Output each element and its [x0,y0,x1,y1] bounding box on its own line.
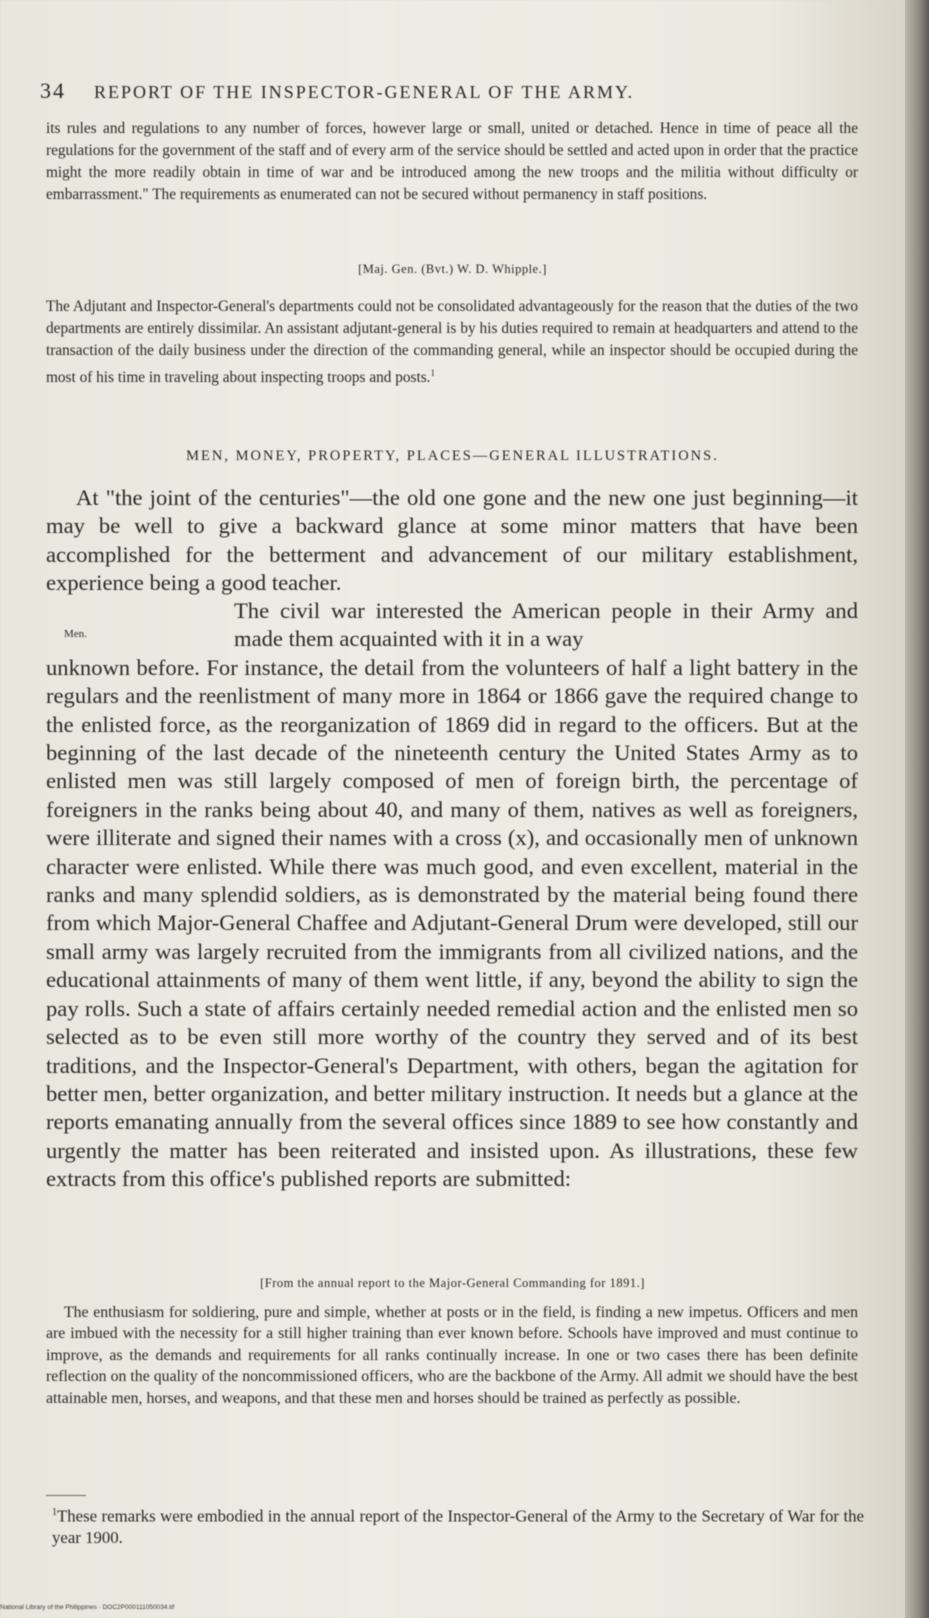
running-title: REPORT OF THE INSPECTOR-GENERAL OF THE ARMY. [94,82,635,102]
margin-note-men: Men. [64,628,87,640]
paragraph-men-lead: The civil war interested the American people in their Army and made them acquainted with it in a way [234,598,858,652]
footnote [52,1502,864,1548]
scan-credit: National Library of the Philippines · DOC2P000111050034.tif [0,1604,175,1611]
quoted-block-1: its rules and regulations to any number of forces, however large or small, united or detached. Hence in time of peace all the regulations for the government of the staff and of every arm of the service should be settled and acted upon in order that the practice might the more readily obtain in time of war and be introduced among the new troops and the militia without difficulty or embarrassment." The requirements as enumerated can not be secured without permanency in staff positions. [46,120,858,203]
footnote-text: These remarks were embodied in the annual report of the Inspector-General of the Army to the Secretary of War for the year 1900. [52,1506,864,1547]
quoted-block-2 [46,296,858,389]
quoted-block-2-text: The Adjutant and Inspector-General's departments could not be consolidated advantageously for the reason that the duties of the two departments are entirely dissimilar. An assistant adjutant-general is by his duties required to remain at headquarters and attend to the transaction of the daily business under the direction of the commanding general, while an inspector should be occupied during the most of his time in traveling about inspecting troops and posts. [46,298,858,387]
attribution-whipple: [Maj. Gen. (Bvt.) W. D. Whipple.] [358,262,547,276]
page-edge-shadow [905,0,929,1618]
paragraph-men [46,597,858,1194]
paragraph-men-body: unknown before. For instance, the detail from the volunteers of half a light battery in the regulars and the reenlistment of many more in 1864 or 1866 gave the required change to the enlisted force, as the reorganization of 1869 did in regard to the officers. But at the beginning of the last decade of the nineteenth century the United States Army as to enlisted men was still largely composed of men of foreign birth, the percentage of foreigners in the ranks being about 40, and many of them, natives as well as foreigners, were illiterate and signed their names with a cross (x), and occasionally men of unknown character were enlisted. While there was much good, and even excellent, material in the ranks and many splendid soldiers, as is demonstrated by the material being found there from which Major-General Chaffee and Adjutant-General Drum were developed, still our small army was largely recruited from the immigrants from all civilized nations, and the educational attainments of many of them went little, if any, beyond the ability to sign the pay rolls. Such a state of affairs certainly needed remedial action and the enlisted men so selected as to be even still more worthy of the country they served and of its best traditions, and the Inspector-General's Department, with others, began the agitation for better men, better organization, and better military instruction. It needs but a glance at the reports emanating annually from the several offices since 1889 to see how constantly and urgently the matter has been reiterated and insisted upon. As illustrations, these few extracts from this office's published reports are submitted: [46,654,858,1192]
footnote-reference: 1 [430,368,436,378]
footnote-mark: 1 [52,1507,57,1518]
page-number: 34 [40,78,66,103]
footnote-rule [46,1495,86,1496]
section-heading: MEN, MONEY, PROPERTY, PLACES—GENERAL ILLUSTRATIONS. [186,448,719,464]
page-header [40,78,860,104]
attribution-1891-report: [From the annual report to the Major-General Commanding for 1891.] [260,1276,645,1290]
paragraph-intro: At "the joint of the centuries"—the old one gone and the new one just beginning—it may be well to give a backward glance at some minor matters that have been accomplished for the betterment and advancement of our military establishment, experience being a good teacher. [46,485,858,596]
quoted-block-3: The enthusiasm for soldiering, pure and simple, whether at posts or in the field, is finding a new impetus. Officers and men are imbued with the necessity for a still higher training than ever known before. Schools have improved and must continue to improve, as the demands and requirements for all ranks continually increase. In one or two cases there has been definite reflection on the quality of the noncommissioned officers, who are the backbone of the Army. All admit we should have the best attainable men, horses, and weapons, and that these men and horses should be trained as perfectly as possible. [46,1304,858,1407]
